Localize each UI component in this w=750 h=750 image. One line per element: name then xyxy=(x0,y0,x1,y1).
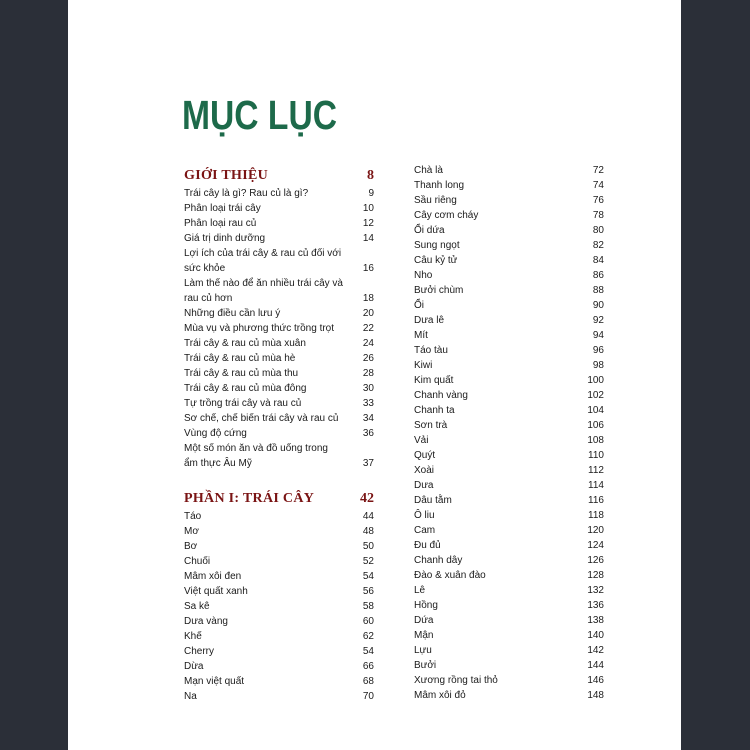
toc-entry-label: Sa kê xyxy=(184,601,210,612)
toc-entry xyxy=(184,201,374,216)
toc-entry-page: 22 xyxy=(362,323,374,334)
toc-entry-label: Sơn trà xyxy=(414,420,448,431)
toc-entry-label: Cây cơm cháy xyxy=(414,210,479,221)
toc-entry-page: 72 xyxy=(592,165,604,176)
toc-entry-label: Xoài xyxy=(414,465,435,476)
toc-entry-page: 148 xyxy=(587,690,604,701)
section-heading-intro xyxy=(184,168,374,186)
toc-entry xyxy=(184,614,374,629)
toc-entry-page: 140 xyxy=(587,630,604,641)
toc-entry-label: Lựu xyxy=(414,645,432,656)
toc-entry-label: Làm thế nào để ăn nhiều trái cây và rau củ hơn xyxy=(184,278,343,304)
toc-entry-page: 90 xyxy=(592,300,604,311)
toc-entry xyxy=(184,306,374,321)
right-entries xyxy=(414,163,604,703)
toc-entry xyxy=(184,426,374,441)
toc-entry xyxy=(414,343,604,358)
toc-entry-label: Chanh ta xyxy=(414,405,455,416)
toc-entry xyxy=(184,441,374,471)
toc-entry-label: Kim quất xyxy=(414,375,454,386)
toc-entry-label: Quýt xyxy=(414,450,436,461)
toc-entry xyxy=(414,238,604,253)
toc-entry-page: 62 xyxy=(362,631,374,642)
toc-entry xyxy=(184,659,374,674)
toc-entry-page: 34 xyxy=(362,413,374,424)
toc-entry-label: Việt quất xanh xyxy=(184,586,248,597)
toc-entry-page: 88 xyxy=(592,285,604,296)
section-heading-page: 42 xyxy=(360,491,374,506)
toc-entry-page: 28 xyxy=(362,368,374,379)
toc-entry-label: Xương rồng tai thỏ xyxy=(414,675,498,686)
toc-entry-page: 108 xyxy=(587,435,604,446)
toc-entry-page: 98 xyxy=(592,360,604,371)
toc-entry-label: Bơ xyxy=(184,541,198,552)
toc-entry xyxy=(414,163,604,178)
toc-entry-label: Trái cây & rau củ mùa đông xyxy=(184,383,307,394)
toc-entry-label: Hồng xyxy=(414,600,438,611)
toc-entry-page: 76 xyxy=(592,195,604,206)
toc-entry xyxy=(414,178,604,193)
toc-entry xyxy=(184,554,374,569)
toc-entry xyxy=(414,673,604,688)
toc-entry-label: Lợi ích của trái cây & rau củ đối với sức khỏe xyxy=(184,248,342,274)
toc-left-column xyxy=(184,168,374,704)
page-title: MỤC LỤC xyxy=(182,92,338,138)
toc-entry-page: 100 xyxy=(587,375,604,386)
toc-entry xyxy=(414,433,604,448)
book-page xyxy=(68,0,681,750)
toc-entry-page: 16 xyxy=(362,263,374,274)
toc-entry-label: Sầu riêng xyxy=(414,195,457,206)
toc-entry xyxy=(414,583,604,598)
toc-entry-page: 118 xyxy=(588,510,604,521)
toc-entry-page: 24 xyxy=(362,338,374,349)
toc-entry xyxy=(414,688,604,703)
toc-entry-label: Chà là xyxy=(414,165,443,176)
section-heading-label: PHẦN I: TRÁI CÂY xyxy=(184,491,315,506)
toc-entry-label: Dưa lê xyxy=(414,315,445,326)
toc-entry-label: Chanh vàng xyxy=(414,390,468,401)
toc-entry-label: Mận xyxy=(414,630,434,641)
toc-entry xyxy=(414,358,604,373)
toc-entry-page: 124 xyxy=(587,540,604,551)
toc-entry-label: Dưa xyxy=(414,480,434,491)
toc-entry-page: 136 xyxy=(587,600,604,611)
toc-entry xyxy=(184,524,374,539)
toc-entry xyxy=(184,186,374,201)
toc-entry-page: 142 xyxy=(587,645,604,656)
toc-entry-page: 86 xyxy=(592,270,604,281)
toc-entry-label: Dừa xyxy=(184,661,204,672)
toc-entry-page: 68 xyxy=(362,676,374,687)
part1-entries xyxy=(184,509,374,704)
toc-entry-page: 114 xyxy=(588,480,604,491)
toc-entry-label: Táo xyxy=(184,511,202,522)
toc-entry xyxy=(184,381,374,396)
toc-entry-page: 48 xyxy=(362,526,374,537)
toc-entry xyxy=(184,539,374,554)
toc-entry xyxy=(414,223,604,238)
toc-entry-label: Ô liu xyxy=(414,510,435,521)
toc-entry xyxy=(184,336,374,351)
toc-entry xyxy=(184,396,374,411)
toc-entry-page: 138 xyxy=(587,615,604,626)
toc-entry-label: Đào & xuân đào xyxy=(414,570,486,581)
toc-entry xyxy=(184,411,374,426)
toc-entry xyxy=(414,298,604,313)
toc-entry-page: 52 xyxy=(362,556,374,567)
toc-entry xyxy=(414,658,604,673)
toc-entry-page: 102 xyxy=(587,390,604,401)
toc-entry-page: 54 xyxy=(362,646,374,657)
toc-entry-label: Đu đủ xyxy=(414,540,441,551)
toc-entry xyxy=(184,231,374,246)
toc-entry-page: 74 xyxy=(592,180,604,191)
toc-entry xyxy=(184,366,374,381)
toc-entry xyxy=(414,538,604,553)
toc-entry xyxy=(414,253,604,268)
toc-entry-page: 26 xyxy=(362,353,374,364)
toc-entry xyxy=(414,598,604,613)
toc-entry-label: Nho xyxy=(414,270,433,281)
toc-entry-page: 66 xyxy=(362,661,374,672)
toc-entry-label: Cherry xyxy=(184,646,215,657)
toc-entry xyxy=(184,689,374,704)
toc-entry-page: 128 xyxy=(587,570,604,581)
toc-entry-page: 33 xyxy=(362,398,374,409)
toc-entry-label: Một số món ăn và đồ uống trong ẩm thực Âu Mỹ xyxy=(184,443,328,469)
toc-entry-label: Khế xyxy=(184,631,202,642)
toc-entry-page: 80 xyxy=(592,225,604,236)
toc-entry xyxy=(414,493,604,508)
toc-entry xyxy=(414,403,604,418)
toc-entry-label: Chanh dây xyxy=(414,555,463,566)
toc-entry-label: Tự trồng trái cây và rau củ xyxy=(184,398,302,409)
toc-entry xyxy=(414,628,604,643)
toc-entry-label: Ổi dứa xyxy=(414,225,445,236)
toc-entry-page: 70 xyxy=(362,691,374,702)
toc-entry-page: 78 xyxy=(592,210,604,221)
toc-entry-page: 44 xyxy=(362,511,374,522)
toc-entry-page: 54 xyxy=(362,571,374,582)
toc-entry-label: Câu kỷ tử xyxy=(414,255,458,266)
toc-entry-page: 36 xyxy=(362,428,374,439)
toc-entry-page: 92 xyxy=(592,315,604,326)
toc-entry-label: Trái cây & rau củ mùa xuân xyxy=(184,338,306,349)
toc-entry xyxy=(414,448,604,463)
toc-entry-label: Cam xyxy=(414,525,436,536)
toc-entry xyxy=(414,523,604,538)
toc-entry xyxy=(414,268,604,283)
toc-entry-page: 94 xyxy=(592,330,604,341)
toc-entry xyxy=(184,509,374,524)
toc-entry xyxy=(414,388,604,403)
toc-entry xyxy=(184,599,374,614)
toc-entry-page: 84 xyxy=(592,255,604,266)
toc-entry-label: Dứa xyxy=(414,615,434,626)
toc-entry xyxy=(414,313,604,328)
toc-entry-page: 116 xyxy=(588,495,604,506)
toc-entry xyxy=(414,418,604,433)
toc-right-column xyxy=(414,163,604,703)
intro-entries xyxy=(184,186,374,471)
toc-entry xyxy=(184,276,374,306)
toc-entry-label: Những điều cần lưu ý xyxy=(184,308,281,319)
toc-entry xyxy=(184,644,374,659)
toc-entry-label: Kiwi xyxy=(414,360,433,371)
toc-entry xyxy=(414,373,604,388)
toc-entry-label: Na xyxy=(184,691,197,702)
toc-entry-label: Bưởi xyxy=(414,660,437,671)
toc-entry-label: Chuối xyxy=(184,556,211,567)
toc-entry-label: Trái cây & rau củ mùa thu xyxy=(184,368,299,379)
toc-entry-page: 12 xyxy=(362,218,374,229)
toc-entry-label: Thanh long xyxy=(414,180,465,191)
section-heading-part1 xyxy=(184,491,374,509)
toc-entry-label: Bưởi chùm xyxy=(414,285,464,296)
toc-entry-label: Dâu tằm xyxy=(414,495,452,506)
toc-entry-page: 96 xyxy=(592,345,604,356)
toc-entry-label: Mít xyxy=(414,330,428,341)
toc-entry-page: 126 xyxy=(587,555,604,566)
toc-entry-page: 30 xyxy=(362,383,374,394)
toc-entry-page: 50 xyxy=(362,541,374,552)
section-heading-label: GIỚI THIỆU xyxy=(184,168,269,183)
toc-entry xyxy=(414,553,604,568)
toc-entry-label: Vải xyxy=(414,435,429,446)
toc-entry xyxy=(184,569,374,584)
toc-entry-page: 56 xyxy=(362,586,374,597)
toc-entry xyxy=(414,463,604,478)
toc-entry-page: 146 xyxy=(587,675,604,686)
toc-entry xyxy=(414,508,604,523)
toc-entry-page: 18 xyxy=(362,293,374,304)
toc-entry-label: Mạn việt quất xyxy=(184,676,245,687)
toc-entry-label: Mùa vụ và phương thức trồng trọt xyxy=(184,323,335,334)
toc-entry xyxy=(184,216,374,231)
toc-entry-label: Vùng độ cứng xyxy=(184,428,247,439)
toc-entry-label: Ổi xyxy=(414,300,424,311)
toc-entry-label: Táo tàu xyxy=(414,345,448,356)
toc-entry-label: Phân loại rau củ xyxy=(184,218,257,229)
toc-entry-label: Trái cây là gì? Rau củ là gì? xyxy=(184,188,309,199)
toc-entry xyxy=(414,478,604,493)
toc-entry-label: Giá trị dinh dưỡng xyxy=(184,233,266,244)
toc-entry xyxy=(184,629,374,644)
toc-entry-label: Phân loại trái cây xyxy=(184,203,261,214)
toc-entry-page: 120 xyxy=(587,525,604,536)
toc-entry-label: Sơ chế, chế biến trái cây và rau củ xyxy=(184,413,339,424)
toc-entry-page: 58 xyxy=(362,601,374,612)
toc-entry-page: 14 xyxy=(362,233,374,244)
toc-entry-label: Sung ngọt xyxy=(414,240,460,251)
toc-entry-page: 110 xyxy=(588,450,604,461)
toc-entry-page: 144 xyxy=(587,660,604,671)
toc-entry xyxy=(414,208,604,223)
toc-entry-page: 82 xyxy=(592,240,604,251)
toc-entry xyxy=(414,193,604,208)
toc-entry-page: 20 xyxy=(362,308,374,319)
toc-entry xyxy=(184,584,374,599)
toc-entry xyxy=(414,643,604,658)
toc-entry xyxy=(414,568,604,583)
toc-entry-page: 104 xyxy=(587,405,604,416)
toc-entry-page: 37 xyxy=(362,458,374,469)
toc-entry xyxy=(184,321,374,336)
toc-entry-page: 132 xyxy=(587,585,604,596)
toc-entry-label: Mâm xôi đỏ xyxy=(414,690,466,701)
toc-entry-page: 112 xyxy=(588,465,604,476)
toc-entry-label: Mơ xyxy=(184,526,199,537)
toc-entry xyxy=(184,674,374,689)
section-gap xyxy=(184,471,374,491)
toc-entry xyxy=(184,351,374,366)
toc-entry-page: 60 xyxy=(362,616,374,627)
toc-entry xyxy=(414,283,604,298)
toc-entry xyxy=(184,246,374,276)
toc-entry-label: Trái cây & rau củ mùa hè xyxy=(184,353,296,364)
toc-entry-page: 9 xyxy=(368,188,374,199)
toc-entry-label: Lê xyxy=(414,585,426,596)
toc-entry-label: Dưa vàng xyxy=(184,616,228,627)
toc-entry-label: Mâm xôi đen xyxy=(184,571,242,582)
toc-entry xyxy=(414,613,604,628)
toc-entry xyxy=(414,328,604,343)
section-heading-page: 8 xyxy=(367,168,374,183)
toc-entry-page: 10 xyxy=(362,203,374,214)
toc-entry-page: 106 xyxy=(587,420,604,431)
